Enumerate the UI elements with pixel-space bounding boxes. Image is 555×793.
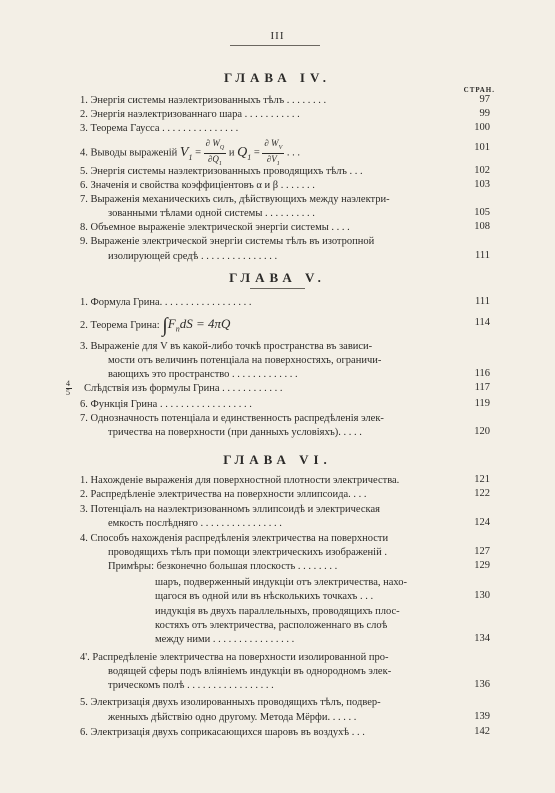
- ch6-entry-1: 1. Нахожденіе выраженія для поверхностной плотности электричества.: [80, 475, 400, 486]
- ch6-entry-5-page: 139: [474, 711, 490, 722]
- ch4-entry-7b: зованными тѣлами одной системы . . . . . . . . . .: [108, 208, 315, 219]
- ch4-entry-9b: изолирующей средѣ . . . . . . . . . . . . . . .: [108, 251, 278, 262]
- ch4-entry-8: 8. Объемное выраженіе электрической энергіи системы . . . .: [80, 222, 350, 233]
- ch6-example-2-page: 130: [474, 590, 490, 601]
- chapter-4-title: ГЛАВА IV.: [224, 70, 331, 85]
- ch6-entry-1-page: 121: [474, 474, 490, 485]
- ch4-entry-9a: 9. Выраженіе электрической энергіи системы тѣлъ въ изотропной: [80, 236, 375, 247]
- ch6-entry-4prime-page: 136: [474, 679, 490, 690]
- ch5-entry-6-page: 119: [474, 398, 490, 409]
- ch5-entry-3c: вающихъ это пространство . . . . . . . . . . . . .: [108, 369, 298, 380]
- ch5-entry-7-page: 120: [474, 426, 490, 437]
- chapter-5-title: ГЛАВА V.: [229, 270, 326, 285]
- ch5-entry-3a: 3. Выраженіе для V въ какой-либо точкѣ пространства въ зависи-: [80, 341, 373, 352]
- ch4-entry-4: 4. Выводы выраженій $V_1$ = $\frac{\partial W_Q}{\partial Q_1}$ и $Q_1$ = $\frac{\partial W_V}{\partial V_1}$ . . .: [80, 138, 300, 167]
- ch4-entry-1-page: 97: [479, 94, 490, 105]
- ch6-entry-4prime-c: трическомъ полѣ . . . . . . . . . . . . . . . . .: [108, 680, 274, 691]
- ch6-example-1-page: 129: [474, 560, 490, 571]
- ch5-entry-1-page: 111: [475, 296, 490, 307]
- ch5-entry-4-5: Слѣдствія изъ формулы Грина . . . . . . . . . . . .: [84, 383, 283, 394]
- ch6-entry-6-page: 142: [474, 726, 490, 737]
- ch6-example-3c: между ними . . . . . . . . . . . . . . . .: [155, 634, 295, 645]
- chapter-6-title: ГЛАВА VI.: [223, 452, 332, 467]
- ch6-entry-3b: емкость послѣдняго . . . . . . . . . . . . . . . .: [108, 518, 282, 529]
- ch4-entry-7a: 7. Выраженія механическихъ силъ, дѣйствующихъ между наэлектри-: [80, 194, 390, 205]
- ch5-entry-6: 6. Функція Грина . . . . . . . . . . . . . . . . . .: [80, 399, 252, 410]
- ch4-entry-4-page: 101: [474, 142, 490, 153]
- ch6-example-3a: индукція въ двухъ параллельныхъ, проводящихъ плос-: [155, 606, 400, 617]
- ch5-entry-3-page: 116: [474, 368, 490, 379]
- ch6-entry-6: 6. Электризація двухъ соприкасающихся шаровъ въ воздухѣ . . .: [80, 727, 365, 738]
- ch6-entry-4prime-a: 4'. Распредѣленіе электричества на поверхности изолированной про-: [80, 652, 389, 663]
- ch5-entry-3b: мости отъ величинъ потенціала на поверхностяхъ, ограничи-: [108, 355, 382, 366]
- ch5-entry-2: 2. Теорема Грина: $\int F_ndS = 4\pi Q$: [80, 314, 231, 337]
- ch6-entry-4prime-b: водящей сферы подъ вліяніемъ индукціи въ однородномъ элек-: [108, 666, 392, 677]
- ch4-entry-1: 1. Энергія системы наэлектризованныхъ тѣлъ . . . . . . . .: [80, 95, 327, 106]
- ch5-entry-7b: тричества на поверхности (при данныхъ условіяхъ). . . . .: [108, 427, 362, 438]
- ch6-example-2a: шаръ, подверженный индукціи отъ электричества, нахо-: [155, 577, 407, 588]
- page-column-header: СТРАН.: [463, 86, 495, 94]
- ch6-example-3b: костяхъ отъ электричества, расположеннаго въ слоѣ: [155, 620, 388, 631]
- integral-sign: ∫: [162, 314, 168, 337]
- ch6-entry-3a: 3. Потенціалъ на наэлектризованномъ эллипсоидѣ и электрическая: [80, 504, 380, 515]
- ch6-example-3-page: 134: [474, 633, 490, 644]
- ch6-entry-5b: женныхъ дѣйствію одно другому. Метода Мёрфи. . . . . .: [108, 712, 357, 723]
- ch6-entry-5a: 5. Электризація двухъ изолированныхъ проводящихъ тѣлъ, подвер-: [80, 697, 381, 708]
- ch5-entry-2-page: 114: [474, 317, 490, 328]
- ch6-entry-2-page: 122: [474, 488, 490, 499]
- header-rule: [230, 45, 320, 46]
- ch4-entry-6-page: 103: [474, 179, 490, 190]
- ch4-entry-9-page: 111: [475, 250, 490, 261]
- ch6-entry-4b: проводящихъ тѣлъ при помощи электрическихъ изображеній .: [108, 547, 387, 558]
- page-number: III: [270, 30, 285, 42]
- ch4-entry-3: 3. Теорема Гаусса . . . . . . . . . . . . . . .: [80, 123, 239, 134]
- ch4-entry-3-page: 100: [474, 122, 490, 133]
- ch4-entry-5-page: 102: [474, 165, 490, 176]
- ch6-entry-2: 2. Распредѣленіе электричества на поверхности эллипсоида. . . .: [80, 489, 367, 500]
- ch5-entry-4-5-page: 117: [474, 382, 490, 393]
- ch6-entry-4-page: 127: [474, 546, 490, 557]
- ch4-entry-5: 5. Энергія системы наэлектризованныхъ проводящихъ тѣлъ . . .: [80, 166, 363, 177]
- ch5-entry-7a: 7. Однозначность потенціала и единственность распредѣленія элек-: [80, 413, 384, 424]
- ch5-entry-1: 1. Формула Грина. . . . . . . . . . . . . . . . . .: [80, 297, 252, 308]
- ch4-entry-6: 6. Значенія и свойства коэффиціентовъ α и β . . . . . . .: [80, 180, 315, 191]
- ch4-entry-7-page: 105: [474, 207, 490, 218]
- ch6-example-2b: щагося въ одной или въ нѣсколькихъ точкахъ . . .: [155, 591, 374, 602]
- ch6-entry-3-page: 124: [474, 517, 490, 528]
- ch6-entry-4a: 4. Способъ нахожденія распредѣленія электричества на поверхности: [80, 533, 389, 544]
- ch6-example-1: Примѣры: безконечно большая плоскость . . . . . . . .: [108, 561, 338, 572]
- ch4-entry-2: 2. Энергія наэлектризованнаго шара . . . . . . . . . . .: [80, 109, 300, 120]
- entry-4-5-bracket: 4 5: [66, 379, 70, 397]
- chapter-5-rule: [250, 288, 305, 289]
- ch4-entry-2-page: 99: [479, 108, 490, 119]
- ch4-entry-8-page: 108: [474, 221, 490, 232]
